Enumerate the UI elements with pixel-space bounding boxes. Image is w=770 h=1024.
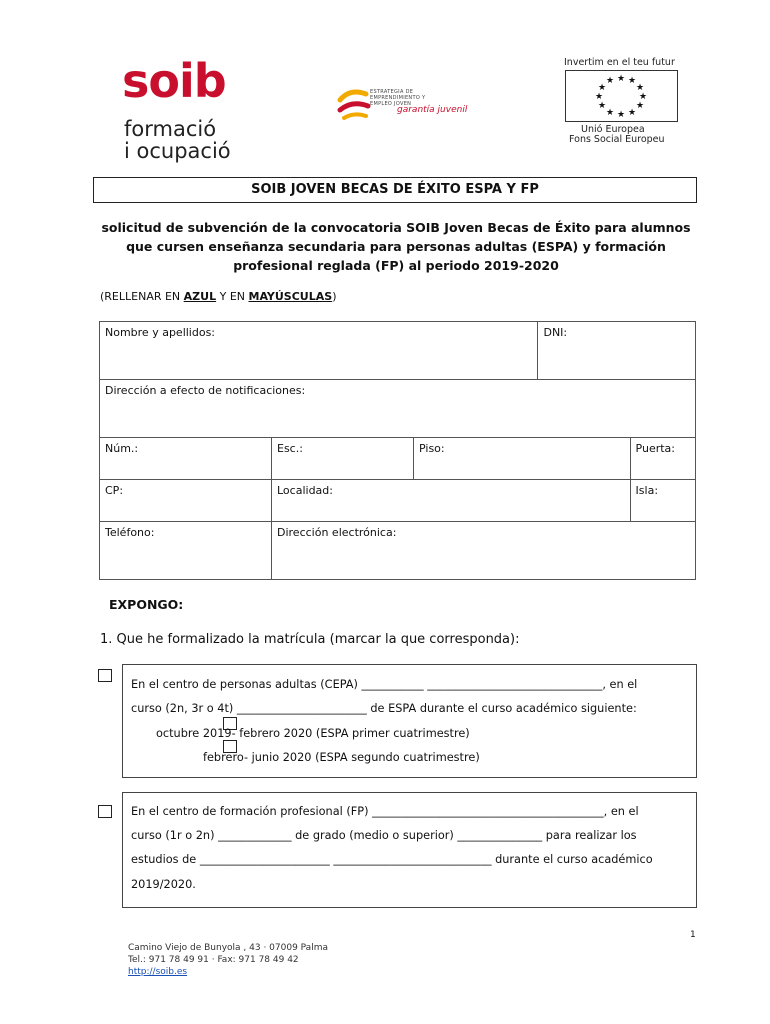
- svg-text:★: ★: [635, 101, 645, 111]
- soib-logo-wordmark: soib: [122, 54, 226, 108]
- fill-note-mayusculas: MAYÚSCULAS: [248, 290, 333, 303]
- svg-text:★: ★: [597, 83, 607, 93]
- eg-line: EMPLEO JOVEN: [370, 101, 412, 107]
- footer-address: Camino Viejo de Bunyola , 43 · 07009 Palma: [128, 943, 328, 953]
- soib-logo-line2: i ocupació: [124, 139, 231, 163]
- cepa-sub1: octubre 2019- febrero 2020 (ESPA primer cuatrimestre): [156, 727, 470, 740]
- eg-line: EMPRENDIMIENTO Y: [370, 95, 426, 101]
- svg-text:★: ★: [627, 108, 637, 118]
- fp-line1: En el centro de formación profesional (FP) _________________________________________, en el: [131, 805, 639, 818]
- eu-flag-icon: [565, 70, 678, 122]
- svg-text:★: ★: [638, 92, 648, 102]
- telefono-field[interactable]: [100, 522, 272, 580]
- eg-line: ESTRATEGIA DE: [370, 89, 414, 95]
- page-number: 1: [690, 930, 696, 940]
- fp-line3: estudios de _______________________ ____________________________ durante el curso académico: [131, 853, 653, 866]
- dni-field[interactable]: [538, 322, 696, 380]
- piso-field[interactable]: [414, 438, 631, 480]
- fp-checkbox[interactable]: [98, 805, 112, 818]
- eu-line1: Unió Europea: [581, 124, 645, 135]
- esc-field[interactable]: [272, 438, 414, 480]
- svg-text:★: ★: [627, 76, 637, 86]
- footer-web-link[interactable]: http://soib.es: [128, 967, 188, 977]
- fill-note-suffix: ): [332, 290, 337, 303]
- point-1-text: 1. Que he formalizado la matrícula (marcar la que corresponda):: [100, 632, 520, 647]
- cp-label: CP:: [105, 484, 124, 497]
- num-label: Núm.:: [105, 442, 139, 455]
- piso-label: Piso:: [419, 442, 445, 455]
- fill-note-middle: Y EN: [216, 290, 249, 303]
- svg-text:★: ★: [605, 108, 615, 118]
- cp-field[interactable]: [100, 480, 272, 522]
- isla-field[interactable]: [630, 480, 695, 522]
- svg-text:★: ★: [594, 92, 604, 102]
- eg-tagline: garantía juvenil: [397, 105, 468, 115]
- svg-text:★: ★: [597, 101, 607, 111]
- svg-text:★: ★: [635, 83, 645, 93]
- eu-title: Invertim en el teu futur: [564, 57, 675, 68]
- document-title: SOIB JOVEN BECAS DE ÉXITO ESPA Y FP: [93, 177, 697, 203]
- cepa-line1: En el centro de personas adultas (CEPA) ___________ _______________________________, en el: [131, 678, 638, 691]
- soib-logo-line1: formació: [124, 117, 217, 141]
- direccion-field[interactable]: [100, 380, 696, 438]
- expongo-heading: EXPONGO:: [109, 597, 184, 612]
- telefono-label: Teléfono:: [105, 526, 155, 539]
- dni-label: DNI:: [543, 326, 568, 339]
- soib-logo-subtitle: [124, 118, 231, 162]
- localidad-field[interactable]: [272, 480, 631, 522]
- email-label: Dirección electrónica:: [277, 526, 397, 539]
- localidad-label: Localidad:: [277, 484, 333, 497]
- footer-contact: [128, 942, 328, 978]
- fp-line2: curso (1r o 2n) _____________ de grado (medio o superior) _______________ para realizar los: [131, 829, 637, 842]
- puerta-field[interactable]: [630, 438, 695, 480]
- footer-phone: Tel.: 971 78 49 91 · Fax: 971 78 49 42: [128, 955, 299, 965]
- isla-label: Isla:: [635, 484, 659, 497]
- fill-note-prefix: (RELLENAR EN: [100, 290, 184, 303]
- svg-text:★: ★: [605, 76, 615, 86]
- eu-line2: Fons Social Europeu: [569, 134, 665, 145]
- fill-note-azul: AZUL: [183, 290, 217, 303]
- num-field[interactable]: [100, 438, 272, 480]
- svg-text:★: ★: [616, 110, 626, 120]
- cepa-sub2: febrero- junio 2020 (ESPA segundo cuatrimestre): [203, 751, 480, 764]
- fp-line4: 2019/2020.: [131, 878, 196, 891]
- nombre-label: Nombre y apellidos:: [105, 326, 216, 339]
- fill-instructions: [100, 290, 336, 303]
- applicant-data-table: [99, 321, 696, 580]
- cepa-checkbox[interactable]: [98, 669, 112, 682]
- email-field[interactable]: [272, 522, 696, 580]
- direccion-label: Dirección a efecto de notificaciones:: [105, 384, 306, 397]
- svg-text:★: ★: [616, 74, 626, 84]
- cepa-line2: curso (2n, 3r o 4t) _______________________ de ESPA durante el curso académico siguiente:: [131, 702, 637, 715]
- esc-label: Esc.:: [277, 442, 303, 455]
- document-subtitle: solicitud de subvención de la convocatoria SOIB Joven Becas de Éxito para alumnos que cursen enseñanza secundaria para personas adultas (ESPA) y formación profesional reglada (FP) al periodo 2019-2020: [101, 220, 691, 273]
- puerta-label: Puerta:: [635, 442, 676, 455]
- nombre-field[interactable]: [100, 322, 538, 380]
